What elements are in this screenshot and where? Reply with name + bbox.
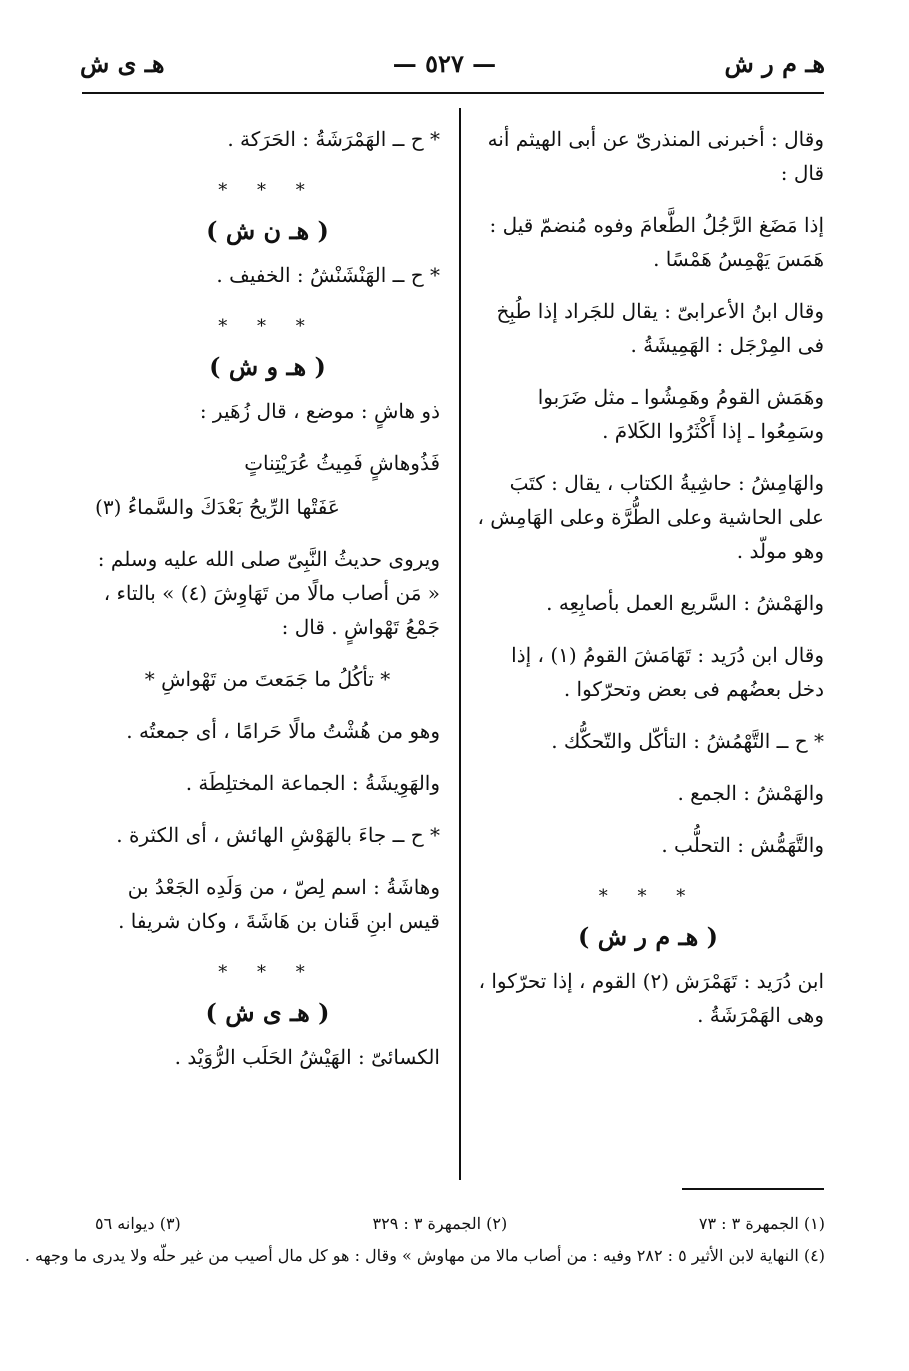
paragraph: والهَمْشُ : الجمع . xyxy=(677,781,824,805)
paragraph: وهو من هُشْتُ مالًا حَرامًا ، أى جمعتُه . xyxy=(126,719,440,743)
footnote-row xyxy=(95,1208,825,1240)
section-separator: * * * xyxy=(218,316,317,337)
footnote: (١) الجمهرة ٣ : ٧٣ xyxy=(698,1214,825,1233)
root-heading: ( هـ م ر ش ) xyxy=(578,922,718,951)
paragraph: والتَّهَمُّش : التحلُّب . xyxy=(661,833,824,857)
paragraph: * ح ــ الهَنْشَنْشُ : الخفيف . xyxy=(216,263,440,287)
header-root-right: هـ م ر ش xyxy=(724,48,825,78)
paragraph: إذا مَضَغ الرَّجُلُ الطَّعامَ وفوه مُنضمّ قيل : هَمَسَ يَهْمِسُ هَمْسًا . xyxy=(489,213,824,271)
paragraph: والهَوِيشَةُ : الجماعة المختلِطَة . xyxy=(185,771,440,795)
paragraph: والهَمْشُ : السَّريع العمل بأصابِعِه . xyxy=(546,591,824,615)
paragraph: وقال ابن دُرَيد : تَهَامَشَ القومُ (١) ، إذا دخل بعضُهم فى بعض وتحرّكوا . xyxy=(511,643,824,701)
column-divider xyxy=(459,108,461,1180)
header-root-left: هـ ى ش xyxy=(80,48,165,78)
root-heading: ( هـ و ش ) xyxy=(209,352,326,381)
verse-line: عَفَتْها الرِّيحُ بَعْدَكَ والسَّماءُ (٣) xyxy=(95,495,340,519)
paragraph: ذو هاشٍ : موضع ، قال زُهَير : xyxy=(199,399,440,423)
verse-line: فَذُوهاشٍ فَمِيثُ عُرَيْتِناتٍ xyxy=(244,451,440,475)
footnote: (٤) النهاية لابن الأثير ٥ : ٢٨٢ وفيه : من أصاب مالا من مهاوش » وقال : هو كل مال أصيب من غير حلّه ولا يدرى ما وجهه . xyxy=(24,1246,825,1265)
paragraph: وهاشَةُ : اسم لِصّ ، من وَلَدِه الجَعْدُ بن قيس ابنِ قَنان بن هَاشَةَ ، وكان شريفا . xyxy=(118,875,440,933)
section-separator: * * * xyxy=(218,180,317,201)
verse-line: * تأكُلُ ما جَمَعتَ من تَهْواشِ * xyxy=(144,667,391,691)
paragraph: وقال : أخبرنى المنذرىّ عن أبى الهيثم أنه قال : xyxy=(487,127,824,185)
section-separator: * * * xyxy=(598,886,698,907)
section-separator: * * * xyxy=(218,962,317,983)
footnote: (٣) ديوانه ٥٦ xyxy=(95,1214,181,1233)
footnotes xyxy=(24,1208,825,1272)
page-header xyxy=(80,38,825,88)
root-heading: ( هـ ن ش ) xyxy=(206,216,329,245)
paragraph: والهَامِشُ : حاشِيةُ الكتاب ، يقال : كتَبَ على الحاشية وعلى الطُّرَّة وعلى الهَامِش ، وهو مولّد . xyxy=(477,471,824,563)
paragraph: * ح ــ جاءَ بالهَوْشِ الهائش ، أى الكثرة . xyxy=(116,823,440,847)
paragraph: ابن دُرَيد : تَهَمْرَش (٢) القوم ، إذا تحرّكوا ، وهى الهَمْرَشَةُ . xyxy=(478,969,824,1027)
paragraph: * ح ــ الهَمْرَشَةُ : الحَرَكة . xyxy=(227,127,440,151)
right-column xyxy=(472,122,824,1050)
footnote: (٢) الجمهرة ٣ : ٣٢٩ xyxy=(372,1214,508,1233)
left-column xyxy=(95,122,440,1092)
paragraph: ويروى حديثُ النَّبِىّ صلى الله عليه وسلم : « مَن أصاب مالًا من تَهَاوِشَ (٤) » بالتاء ، جَمْعُ تَهْواشٍ . قال : xyxy=(97,547,440,639)
footnote-rule xyxy=(682,1188,824,1190)
paragraph: وهَمَش القومُ وهَمِشُوا ـ مثل ضَرَبوا وسَمِعُوا ـ إذا أَكْثَرُوا الكَلامَ . xyxy=(537,385,824,443)
paragraph: وقال ابنُ الأعرابىّ : يقال للجَراد إذا طُبِخ فى المِرْجَل : الهَمِيشَةُ . xyxy=(496,299,824,357)
page-number: — ٥٢٧ — xyxy=(392,48,497,78)
header-rule xyxy=(82,92,824,94)
paragraph: الكسائىّ : الهَيْشُ الحَلَب الرُّوَيْد . xyxy=(174,1045,440,1069)
root-heading: ( هـ ى ش ) xyxy=(205,998,330,1027)
paragraph: * ح ــ التَّهْمُشُ : التأكّل والتّحكُّك . xyxy=(551,729,824,753)
